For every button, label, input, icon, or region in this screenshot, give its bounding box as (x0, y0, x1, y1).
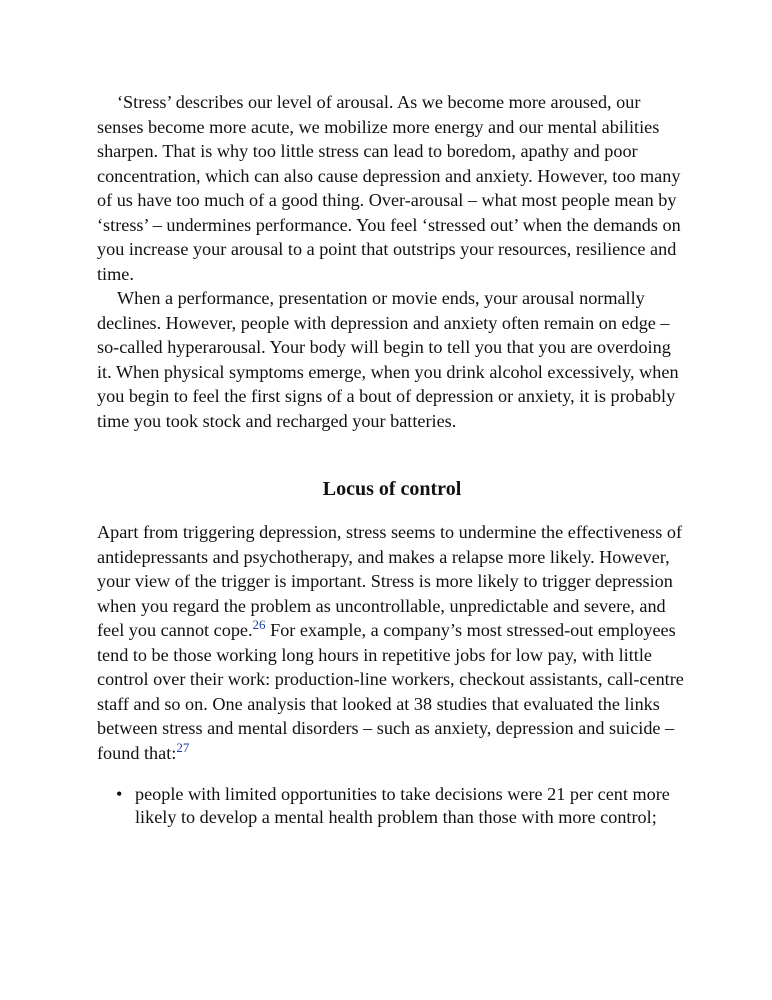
bullet-icon: • (116, 784, 123, 804)
footnote-link-27[interactable]: 27 (176, 739, 190, 755)
list-item-text: people with limited opportunities to take decisions were 21 per cent more likely to develop a mental health problem than those with more control; (135, 784, 670, 827)
bullet-list (97, 783, 687, 828)
body-text: For example, a company’s most stressed-out employees tend to be those working long hours in repetitive jobs for low pay, with little control over their work: production-line workers, checkout assistants, call-centre staff and so on. One analysis that looked at 38 studies that evaluated the links between stress and mental disorders – such as anxiety, depression and suicide – found that: (97, 620, 684, 763)
body-text: Apart from triggering depression, stress seems to undermine the effectiveness of antidepressants and psychotherapy, and makes a relapse more likely. However, your view of the trigger is important. Stress is more likely to trigger depression when you regard the problem as uncontrollable, unpredictable and severe, and feel you cannot cope. (97, 522, 683, 640)
footnote-link-26[interactable]: 26 (252, 617, 266, 632)
book-page (97, 90, 687, 828)
section-heading: Locus of control (322, 478, 462, 500)
list-item (116, 783, 687, 828)
body-paragraph-locus-of-control (97, 520, 687, 765)
body-paragraph-stress-arousal: ‘Stress’ describes our level of arousal. As we become more aroused, our senses become more acute, we mobilize more energy and our mental abilities sharpen. That is why too little stress can lead to boredom, apathy and poor concentration, which can also cause depression and anxiety. However, too many of us have too much of a good thing. Over-arousal – what most people mean by ‘stress’ – undermines performance. You feel ‘stressed out’ when the demands on you increase your arousal to a point that outstrips your resources, resilience and time. (97, 92, 681, 284)
body-paragraph-hyperarousal: When a performance, presentation or movie ends, your arousal normally declines. However, people with depression and anxiety often remain on edge – so-called hyperarousal. Your body will begin to tell you that you are overdoing it. When physical symptoms emerge, when you drink alcohol excessively, when you begin to feel the first signs of a bout of depression or anxiety, it is probably time you took stock and recharged your batteries. (97, 288, 679, 431)
